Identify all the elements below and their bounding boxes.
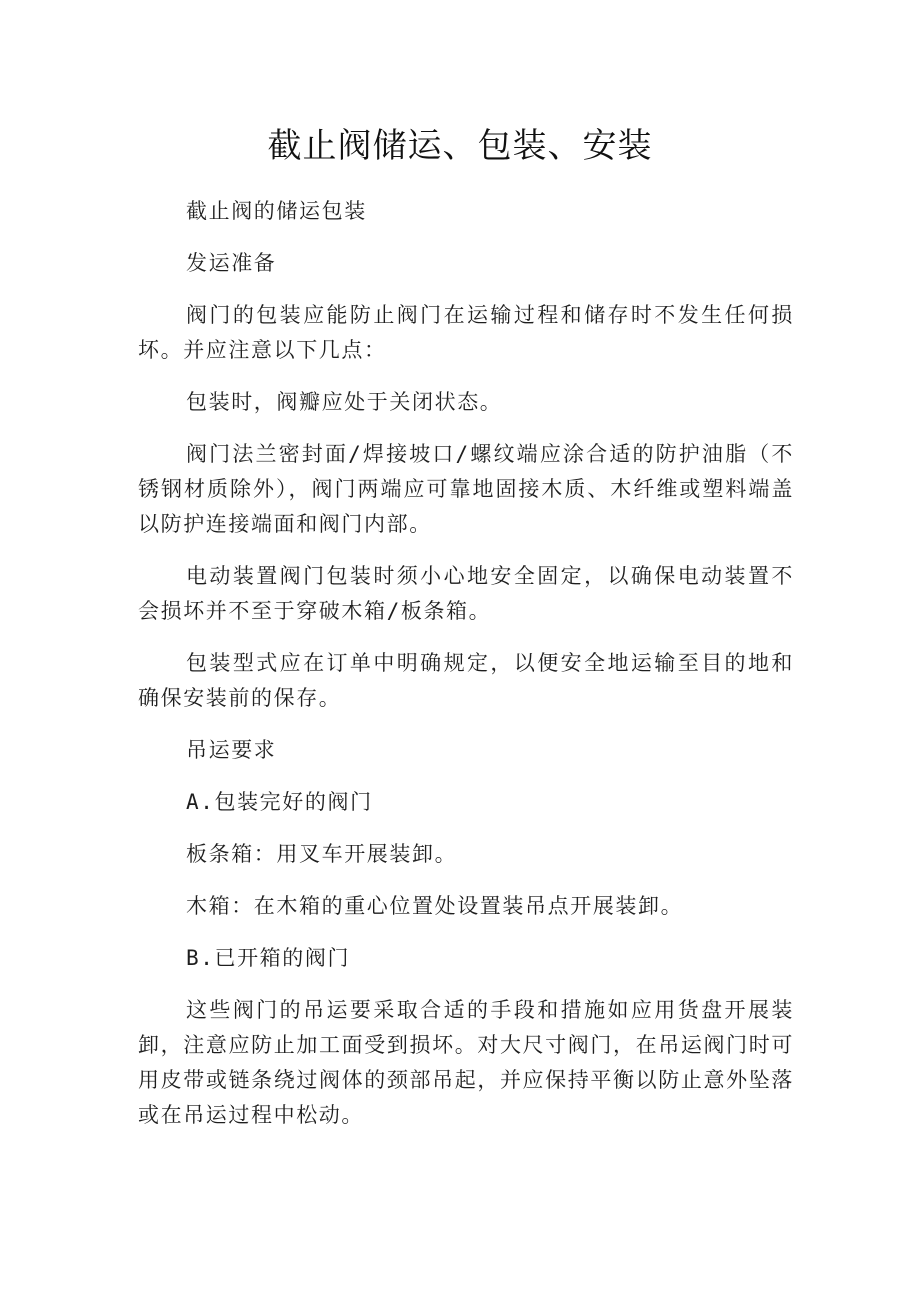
- paragraph-unpacked-lifting: 这些阀门的吊运要采取合适的手段和措施如应用货盘开展装卸，注意应防止加工面受到损坏。对大尺寸阀门，在吊运阀门时可用皮带或链条绕过阀体的颈部吊起，并应保持平衡以防止意外坠落或在吊运过程中松动。: [138, 998, 794, 1127]
- section-heading-storage-packaging: 截止阀的储运包装: [186, 199, 367, 223]
- document-body: [138, 194, 794, 1150]
- paragraph-electric-actuator: 电动装置阀门包装时须小心地安全固定，以确保电动装置不会损坏并不至于穿破木箱/板条箱。: [138, 564, 794, 623]
- paragraph-crate-handling: 板条箱：用叉车开展装卸。: [186, 842, 458, 866]
- subsection-heading-shipping-preparation: 发运准备: [186, 251, 277, 275]
- paragraph-packaging-requirement: 阀门的包装应能防止阀门在运输过程和储存时不发生任何损坏。并应注意以下几点：: [138, 303, 794, 362]
- paragraph-wooden-box-handling: 木箱：在木箱的重心位置处设置装吊点开展装卸。: [186, 894, 684, 918]
- list-item-packaged-valves: A.包装完好的阀门: [186, 790, 373, 814]
- paragraph-protective-grease: 阀门法兰密封面/焊接坡口/螺纹端应涂合适的防护油脂（不锈钢材质除外），阀门两端应可靠地固接木质、木纤维或塑料端盖以防护连接端面和阀门内部。: [138, 442, 794, 536]
- subsection-heading-lifting-requirements: 吊运要求: [186, 738, 277, 762]
- paragraph-packaging-type: 包装型式应在订单中明确规定，以便安全地运输至目的地和确保安装前的保存。: [138, 651, 794, 710]
- document-title: 截止阀储运、包装、安装: [267, 126, 653, 166]
- list-item-unpacked-valves: B.已开箱的阀门: [186, 946, 351, 970]
- paragraph-disc-closed: 包装时，阀瓣应处于关闭状态。: [186, 390, 503, 414]
